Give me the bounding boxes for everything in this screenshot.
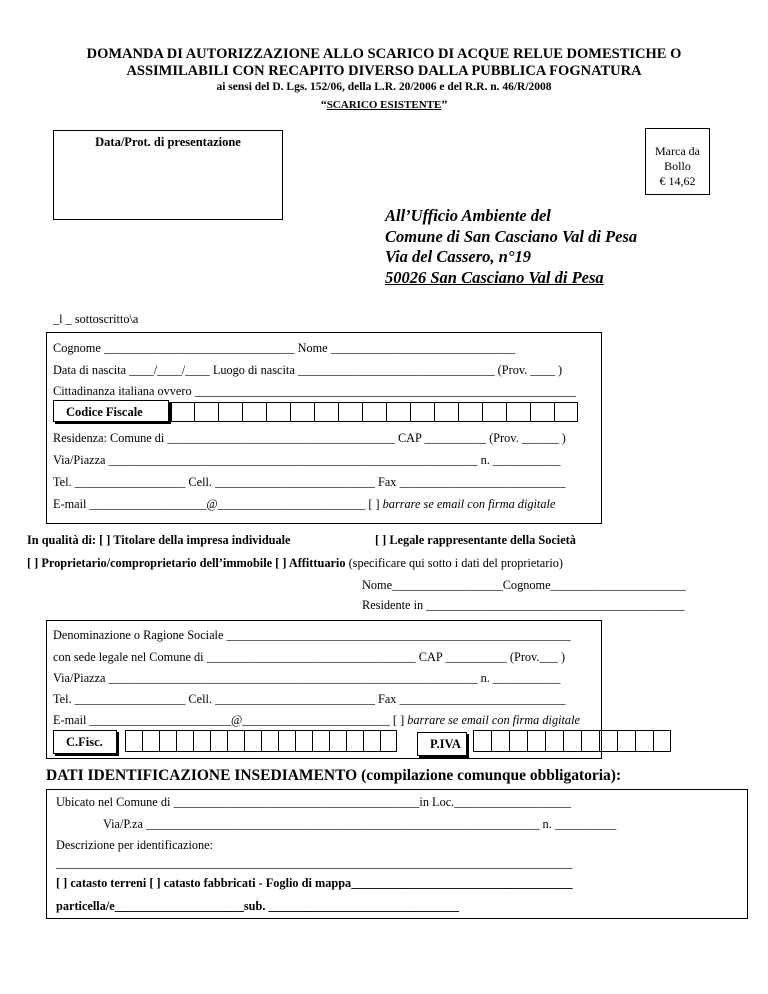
applicant-email-row[interactable] [53, 497, 555, 512]
company-seat-row[interactable]: con sede legale nel Comune di __________________________________ CAP __________ (Prov.___ ) [53, 650, 566, 664]
settlement-location-row[interactable]: Ubicato nel Comune di ________________________________________in Loc.___________________ [56, 795, 572, 809]
applicant-phone-row[interactable]: Tel. __________________ Cell. __________________________ Fax ___________________________ [53, 475, 566, 489]
form-title-line2: ASSIMILABILI CON RECAPITO DIVERSO DALLA PUBBLICA FOGNATURA [126, 63, 642, 79]
settlement-description-label: Descrizione per identificazione: [56, 838, 214, 852]
recipient-line1: All’Ufficio Ambiente del [385, 206, 551, 225]
company-street-row[interactable]: Via/Piazza ____________________________________________________________ n. ___________ [53, 671, 561, 685]
settlement-sub-blank[interactable]: _______________________________ [265, 899, 460, 913]
fiscal-code-label: Codice Fiscale [66, 405, 143, 419]
applicant-intro: _l _ sottoscritto\a [53, 312, 139, 326]
owner-residence-row[interactable]: Residente in __________________________________________ [362, 598, 685, 612]
presentation-box[interactable] [53, 130, 283, 220]
applicant-citizenship-row[interactable]: Cittadinanza italiana ovvero ______________________________________________________________ [53, 384, 576, 398]
quote-close: ” [441, 97, 448, 111]
settlement-description-line[interactable]: ____________________________________________________________________________________ [56, 856, 573, 870]
stamp-line3: € 14,62 [659, 174, 696, 188]
fiscal-code-cells[interactable] [171, 402, 578, 422]
settlement-parcel-row[interactable] [56, 899, 459, 914]
company-phone-row[interactable]: Tel. __________________ Cell. __________________________ Fax ___________________________ [53, 692, 566, 706]
applicant-birth-row[interactable]: Data di nascita ____/____/____ Luogo di nascita ________________________________ (Prov. ____ ) [53, 363, 563, 377]
applicant-email-field[interactable]: E-mail ___________________@________________________ [ ] [53, 497, 383, 511]
company-vat-label-box [417, 732, 467, 756]
application-mode [0, 97, 768, 112]
company-email-note: barrare se email con firma digitale [407, 713, 580, 727]
settlement-cadastre-options[interactable]: [ ] catasto terreni [ ] catasto fabbricati - Foglio di mappa [56, 876, 352, 890]
settlement-heading: DATI IDENTIFICAZIONE INSEDIAMENTO (compilazione comunque obbligatoria): [46, 767, 622, 784]
settlement-cadastre-row[interactable] [56, 876, 573, 891]
capacity-owner-tenant[interactable]: [ ] Proprietario/comproprietario dell’immobile [ ] Affittuario [27, 556, 346, 570]
application-mode-text: SCARICO ESISTENTE [326, 99, 442, 111]
settlement-cadastre-blank[interactable]: ____________________________________ [351, 876, 573, 890]
applicant-residence-row[interactable]: Residenza: Comune di _____________________________________ CAP __________ (Prov. ______ ) [53, 431, 566, 445]
capacity-legal-representative[interactable]: [ ] Legale rappresentante della Società [375, 533, 576, 547]
settlement-street-row[interactable]: Via/P.za ________________________________________________________________ n. __________ [103, 817, 617, 831]
presentation-label: Data/Prot. di presentazione [95, 135, 241, 149]
stamp-line2: Bollo [664, 159, 691, 173]
stamp-line1: Marca da [655, 144, 700, 158]
company-email-field[interactable]: E-mail _______________________@________________________ [ ] [53, 713, 408, 727]
capacity-owner-individual[interactable]: In qualità di: [ ] Titolare della impresa individuale [27, 533, 291, 547]
fiscal-code-label-box [53, 400, 169, 422]
applicant-name-row[interactable]: Cognome _______________________________ Nome ______________________________ [53, 341, 516, 355]
settlement-sub-label: sub. [243, 899, 266, 913]
company-vat-label: P.IVA [430, 737, 461, 751]
quote-open: “ [320, 97, 327, 111]
legal-reference: ai sensi del D. Lgs. 152/06, della L.R. 20/2006 e del R.R. n. 46/R/2008 [216, 81, 552, 93]
company-email-row[interactable] [53, 713, 580, 728]
form-title-line1: DOMANDA DI AUTORIZZAZIONE ALLO SCARICO DI ACQUE RELUE DOMESTICHE O [86, 46, 682, 62]
applicant-email-note: barrare se email con firma digitale [382, 497, 556, 511]
applicant-street-row[interactable]: Via/Piazza ____________________________________________________________ n. ___________ [53, 453, 561, 467]
revenue-stamp-box [645, 128, 710, 195]
recipient-line4: 50026 San Casciano Val di Pesa [385, 267, 604, 287]
company-cf-label-box [53, 730, 117, 754]
company-cf-label: C.Fisc. [66, 735, 103, 749]
owner-name-row[interactable]: Nome__________________Cognome______________________ [362, 578, 686, 592]
company-vat-cells[interactable] [473, 730, 671, 752]
capacity-owner-tenant-row[interactable] [27, 556, 563, 571]
settlement-parcel-blank[interactable]: _____________________ [114, 899, 244, 913]
applicant-section [46, 332, 602, 524]
company-cf-cells[interactable] [125, 730, 397, 752]
recipient-line3: Via del Cassero, n°19 [385, 247, 531, 266]
company-name-row[interactable]: Denominazione o Ragione Sociale ________________________________________________________ [53, 628, 571, 642]
capacity-owner-note: (specificare qui sotto i dati del proprietario) [345, 556, 564, 570]
recipient-line2: Comune di San Casciano Val di Pesa [385, 226, 638, 246]
recipient-address [385, 206, 637, 288]
settlement-parcel-label: particella/e [56, 899, 115, 913]
